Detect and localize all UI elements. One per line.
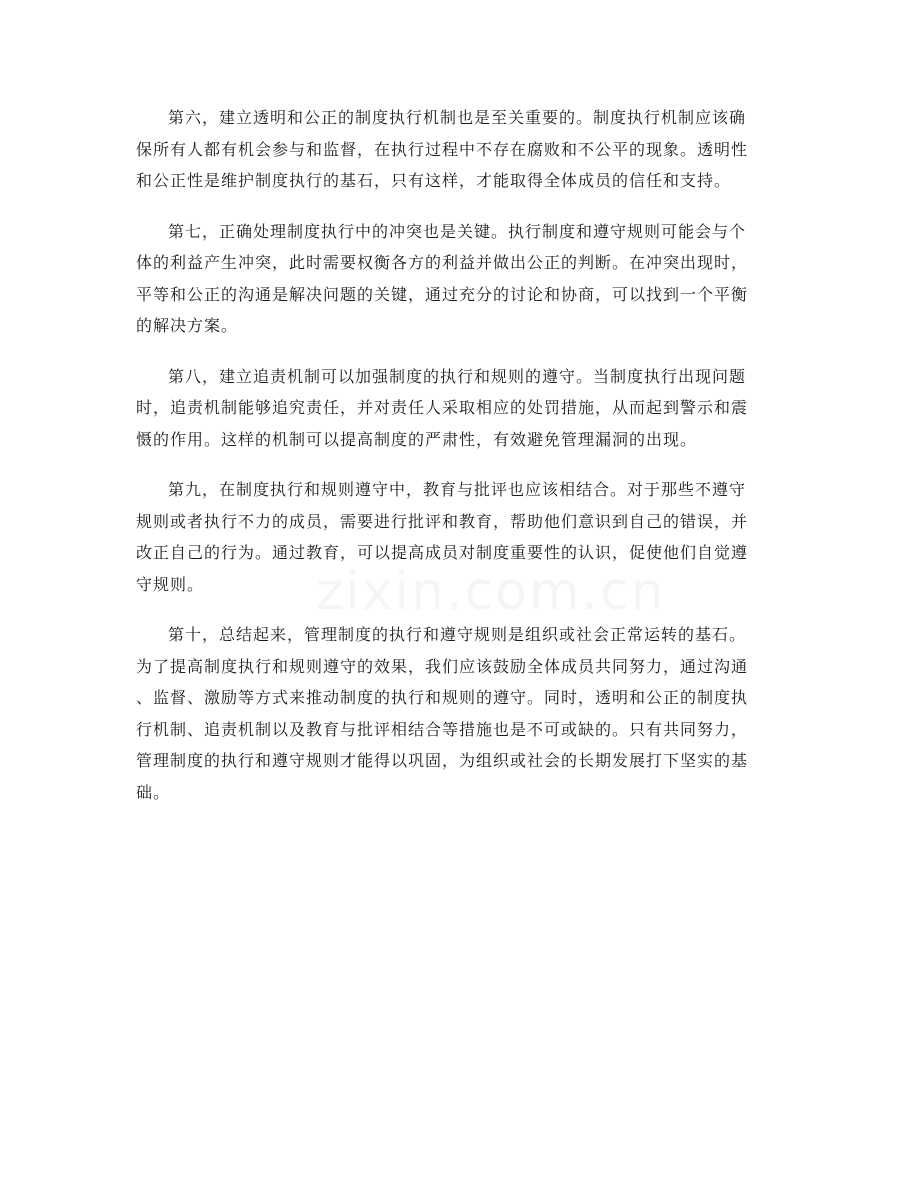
paragraph-line: 行机制、追责机制以及教育与批评相结合等措施也是不可或缺的。只有共同努力， [136, 719, 749, 739]
paragraph-line: 规则或者执行不力的成员，需要进行批评和教育，帮助他们意识到自己的错误，并 [136, 511, 749, 531]
paragraph-line: 的解决方案。 [136, 316, 239, 335]
paragraph-line: 第八，建立追责机制可以加强制度的执行和规则的遵守。当制度执行出现问题 [168, 366, 747, 386]
paragraph-line: 时，追责机制能够追究责任，并对责任人采取相应的处罚措施，从而起到警示和震 [136, 398, 749, 417]
document-body [136, 102, 784, 827]
paragraph [136, 216, 784, 342]
paragraph-line: 慑的作用。这样的机制可以提高制度的严肃性，有效避免管理漏洞的出现。 [136, 429, 698, 449]
paragraph-line: 第六，建立透明和公正的制度执行机制也是至关重要的。制度执行机制应该确 [168, 108, 747, 127]
paragraph [136, 619, 784, 808]
paragraph-line: 、监督、激励等方式来推动制度的执行和规则的遵守。同时，透明和公正的制度执 [136, 688, 749, 707]
paragraph-line: 第九，在制度执行和规则遵守中，教育与批评也应该相结合。对于那些不遵守 [168, 480, 747, 499]
paragraph-line: 和公正性是维护制度执行的基石，只有这样，才能取得全体成员的信任和支持。 [136, 171, 732, 190]
paragraph-line: 改正自己的行为。通过教育，可以提高成员对制度重要性的认识，促使他们自觉遵 [136, 543, 749, 562]
paragraph-line: 为了提高制度执行和规则遵守的效果，我们应该鼓励全体成员共同努力，通过沟通 [136, 656, 749, 676]
paragraph [136, 474, 784, 600]
paragraph [136, 361, 784, 456]
paragraph-line: 第十，总结起来，管理制度的执行和遵守规则是组织或社会正常运转的基石。 [168, 625, 747, 644]
paragraph-line: 第七，正确处理制度执行中的冲突也是关键。执行制度和遵守规则可能会与个 [168, 221, 747, 241]
paragraph-line: 平等和公正的沟通是解决问题的关键，通过充分的讨论和协商，可以找到一个平衡 [136, 284, 749, 304]
paragraph-line: 础。 [136, 782, 171, 802]
paragraph-line: 管理制度的执行和遵守规则才能得以巩固，为组织或社会的长期发展打下坚实的基 [136, 751, 749, 770]
paragraph [136, 102, 784, 197]
paragraph-line: 守规则。 [136, 574, 205, 594]
paragraph-line: 保所有人都有机会参与和监督，在执行过程中不存在腐败和不公平的现象。透明性 [136, 139, 749, 159]
paragraph-line: 体的利益产生冲突，此时需要权衡各方的利益并做出公正的判断。在冲突出现时， [136, 253, 749, 272]
